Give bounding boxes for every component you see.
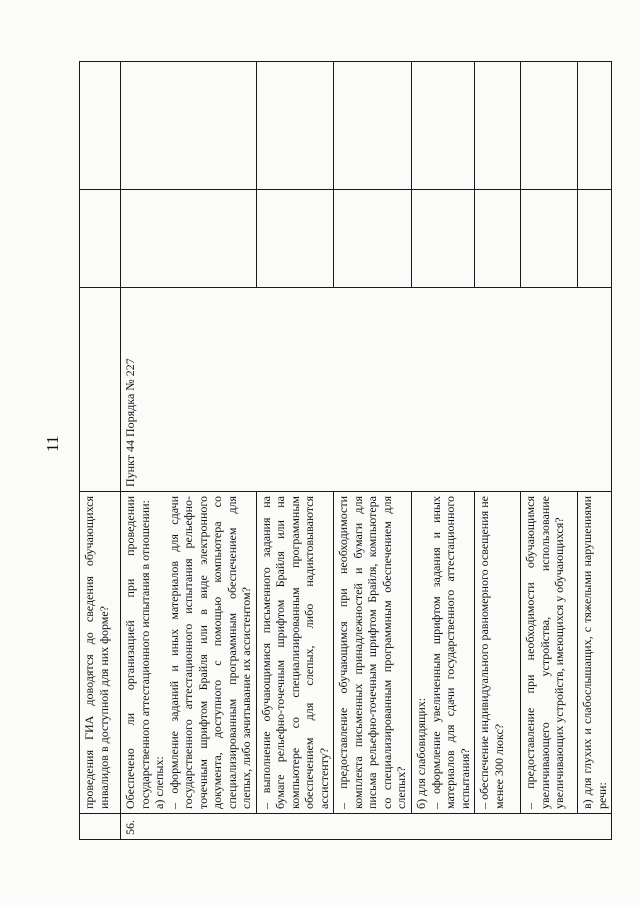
item-number-cell: 56. (121, 814, 612, 840)
answer-cell (521, 190, 578, 288)
question-line: а) слепых: (152, 756, 166, 809)
notes-cell (578, 62, 612, 190)
question-text: проведения ГИА доводятся до сведения обучающихся инвалидов в доступной для них форме? (82, 496, 111, 809)
table-row-intro (80, 62, 121, 840)
notes-cell (412, 62, 475, 190)
notes-cell (334, 62, 412, 190)
answer-cell (412, 190, 475, 288)
item-number-cell (80, 814, 121, 840)
answer-cell (256, 190, 334, 288)
question-line: – предоставление при необходимости обучающимся увеличивающего устройства, использование увеличивающих устройств, имеющихся у обучающихся? (523, 496, 566, 809)
question-cell (521, 492, 578, 814)
reference-cell: Пункт 44 Порядка № 227 (121, 288, 612, 492)
notes-cell (256, 62, 334, 190)
question-line: Обеспечено ли организацией при проведении государственного аттестационного испытания в отношении: (123, 496, 152, 809)
notes-cell (80, 62, 121, 190)
question-cell (256, 492, 334, 814)
question-line: – обеспечение индивидуального равномерного освещения не менее 300 люкс? (477, 496, 506, 809)
question-line: – выполнение обучающимися письменного задания на бумаге рельефно-точечным шрифтом Брайля или на компьютере со специализированным программным обеспечением для слепых, либо надиктовываются ассистенту? (258, 496, 331, 809)
page-number: 11 (43, 435, 62, 452)
notes-cell (475, 62, 521, 190)
answer-cell (475, 190, 521, 288)
answer-cell (80, 190, 121, 288)
question-cell (412, 492, 475, 814)
reference-cell (80, 288, 121, 492)
question-line: – оформление заданий и иных материалов для сдачи государственного аттестационного испытания рельефно-точечным шрифтом Брайля или в виде электронного документа, доступного с помощью компьютера со специализированным программным обеспечением для слепых, либо зачитывание их ассистентом? (166, 496, 253, 809)
notes-cell (521, 62, 578, 190)
question-cell (334, 492, 412, 814)
question-line: – предоставление обучающимся при необходимости комплекта письменных принадлежностей и бумаги для письма рельефно-точечным шрифтом Брайля, компьютера со специализированным программным обеспечением для слепых? (336, 496, 408, 809)
question-cell (80, 492, 121, 814)
answer-cell (334, 190, 412, 288)
table-row (121, 62, 257, 840)
answer-cell (578, 190, 612, 288)
question-line: в) для глухих и слабослышащих, с тяжелыми нарушениями речи: (580, 496, 609, 809)
question-line: б) для слабовидящих: (414, 697, 428, 809)
question-cell (578, 492, 612, 814)
audit-table (79, 62, 609, 840)
question-line: – оформление увеличенным шрифтом задания и иных материалов для сдачи государственного аттестационного испытания? (428, 496, 472, 809)
question-cell (475, 492, 521, 814)
question-cell (121, 492, 257, 814)
answer-cell (121, 190, 257, 288)
notes-cell (121, 62, 257, 190)
